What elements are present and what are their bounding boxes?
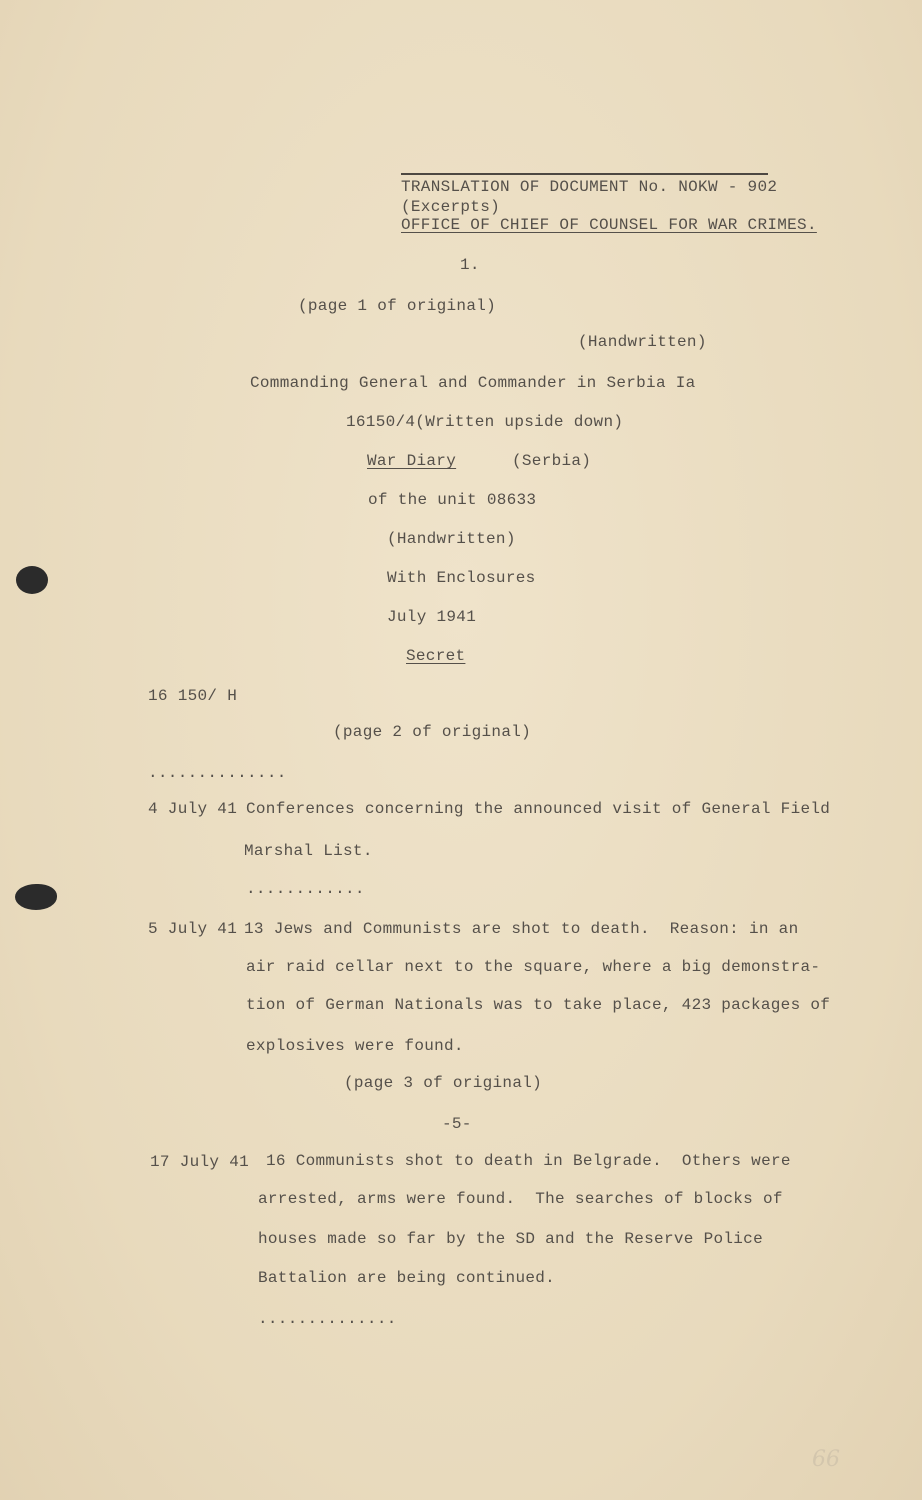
header-office: OFFICE OF CHIEF OF COUNSEL FOR WAR CRIMES. <box>401 216 817 234</box>
page-number-top: 1. <box>460 256 480 274</box>
unit-label: of the unit 08633 <box>368 491 537 509</box>
entry3-line4: Battalion are being continued. <box>258 1269 556 1287</box>
punch-hole-upper <box>16 566 48 594</box>
header-translation: TRANSLATION OF DOCUMENT No. NOKW - 902 <box>401 178 778 196</box>
ellipsis-divider-1: .............. <box>148 764 287 782</box>
entry3-line1: 16 Communists shot to death in Belgrade. Others were <box>266 1152 791 1170</box>
header-rule <box>401 173 768 175</box>
page2-label: (page 2 of original) <box>333 723 532 741</box>
entry1-line1: Conferences concerning the announced visit of General Field <box>246 800 831 818</box>
entry1-date: 4 July 41 <box>148 800 238 818</box>
entry2-line2: air raid cellar next to the square, where a big demonstra- <box>246 958 821 976</box>
handwritten-note-2: (Handwritten) <box>387 530 516 548</box>
enclosures-label: With Enclosures <box>387 569 536 587</box>
punch-hole-lower <box>15 884 57 910</box>
ellipsis-divider-2: ............ <box>246 880 365 898</box>
header-excerpts: (Excerpts) <box>401 198 501 216</box>
reference-16150h: 16 150/ H <box>148 687 238 705</box>
war-diary-title: War Diary <box>367 452 457 470</box>
entry2-date: 5 July 41 <box>148 920 238 938</box>
entry2-line4: explosives were found. <box>246 1037 464 1055</box>
entry2-line1: 13 Jews and Communists are shot to death. Reason: in an <box>244 920 799 938</box>
entry1-line2: Marshal List. <box>244 842 373 860</box>
handwritten-note-1: (Handwritten) <box>578 333 707 351</box>
month-label: July 1941 <box>387 608 477 626</box>
archive-page-number: 66 <box>812 1447 840 1472</box>
page1-label: (page 1 of original) <box>298 297 497 315</box>
commanding-general: Commanding General and Commander in Serbia Ia <box>250 374 696 392</box>
serbia-label: (Serbia) <box>512 452 592 470</box>
file-reference: 16150/4(Written upside down) <box>346 413 624 431</box>
entry3-line3: houses made so far by the SD and the Reserve Police <box>258 1230 763 1248</box>
entry3-date: 17 July 41 <box>150 1153 250 1171</box>
secret-label: Secret <box>406 647 466 665</box>
ellipsis-divider-3: .............. <box>258 1310 397 1328</box>
page3-label: (page 3 of original) <box>344 1074 543 1092</box>
entry3-line2: arrested, arms were found. The searches of blocks of <box>258 1190 783 1208</box>
page-marker: -5- <box>442 1115 472 1133</box>
entry2-line3: tion of German Nationals was to take place, 423 packages of <box>246 996 831 1014</box>
